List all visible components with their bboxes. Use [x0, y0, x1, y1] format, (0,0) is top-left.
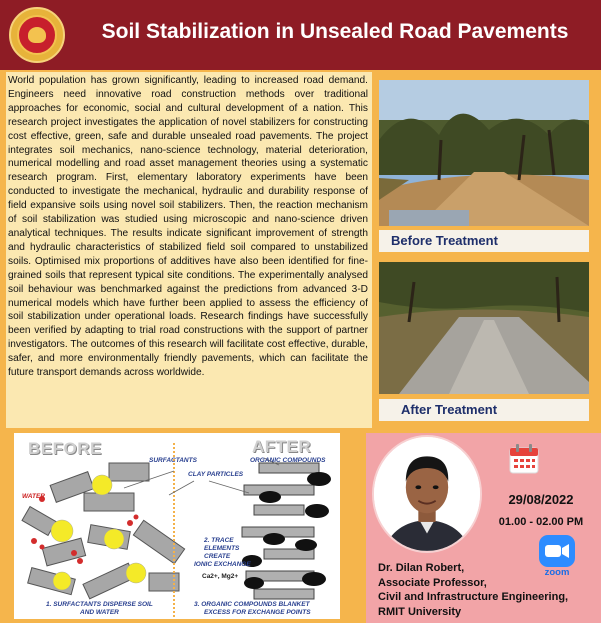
before-treatment-photo — [379, 80, 589, 226]
speaker-details — [378, 561, 598, 619]
caption-left-line-1: 1. SURFACTANTS DISPERSE SOIL — [46, 601, 153, 608]
speaker-name: Dr. Dilan Robert, — [378, 562, 465, 574]
water-label: WATER — [22, 493, 45, 500]
surfactants-label: SURFACTANTS — [149, 457, 197, 464]
stabilization-mechanism-diagram — [14, 433, 340, 619]
caption-left-line-2: AND WATER — [80, 609, 119, 616]
event-info-panel — [366, 433, 601, 623]
after-treatment-photo — [379, 262, 589, 394]
trace-label-1: 2. TRACE — [204, 537, 234, 544]
ions-label: Ca2+, Mg2+ — [202, 573, 239, 580]
caption-right-line-1: 3. ORGANIC COMPOUNDS BLANKET — [194, 601, 310, 608]
header-banner — [0, 0, 601, 70]
speaker-avatar — [372, 435, 482, 553]
after-treatment-caption: After Treatment — [379, 399, 589, 421]
before-treatment-caption: Before Treatment — [379, 230, 589, 252]
after-label: AFTER — [252, 437, 312, 456]
trace-label-2: ELEMENTS — [204, 545, 240, 552]
trace-label-3: CREATE — [204, 553, 231, 560]
event-date: 29/08/2022 — [508, 492, 574, 507]
caption-right-line-2: EXCESS FOR EXCHANGE POINTS — [204, 609, 311, 616]
speaker-department: Civil and Infrastructure Engineering, — [378, 591, 569, 603]
abstract-text: World population has grown significantly, leading to increased road demand. Engineers need innovative road construction methods over traditional approaches for economic, social and cultural development of a nation. This research project investigates the application of novel stabilizers for constructing cost effective, green, safe and durable unsealed road pavements. The project integrates soil mechanics, nano-science technology, material deterioration, numerical modelling and road asset management theories using a systematic research program. First, elementary laboratory experiments have been conducted to investigate the mechanical, hydraulic and durability response of field expansive soils using novel soil stabilizers. Then, the reaction mechanism of soil stabilization was studied using microscopic and nano-science driven analytical techniques. The results indicate significant improvement of strength and hydraulic characteristics of stabilized field soil compared to unstabilized soils. Optimised mix proportions of additives have also been identified for fine-grained soils that represent typical site conditions. The experimentally analysed soil behaviour was benchmarked against the predictions from advanced 3-D numerical models which have further been applied to assess the efficiency of soil stabilization under operational loads. Research findings have successfully been verified by adapting to trial road constructions with the support of partner investigators. The outcomes of this research will facilitate cost effective, durable, safer, and more environmentally friendly pavements, which can facilitate the future transport demands across worldwide. — [6, 72, 372, 428]
before-label: BEFORE — [28, 439, 102, 458]
calendar-icon — [508, 443, 540, 475]
clay-particles-label: CLAY PARTICLES — [188, 471, 244, 478]
trace-label-4: IONIC EXCHANGE — [194, 561, 251, 568]
event-time: 01.00 - 02.00 PM — [498, 516, 584, 528]
zoom-label: zoom — [544, 567, 570, 578]
speaker-university: RMIT University — [378, 605, 462, 618]
university-crest-icon — [9, 7, 65, 63]
organic-compounds-label: ORGANIC COMPOUNDS — [250, 457, 326, 464]
speaker-title: Associate Professor, — [378, 576, 487, 589]
page-title: Soil Stabilization in Unsealed Road Pavements — [101, 20, 569, 43]
